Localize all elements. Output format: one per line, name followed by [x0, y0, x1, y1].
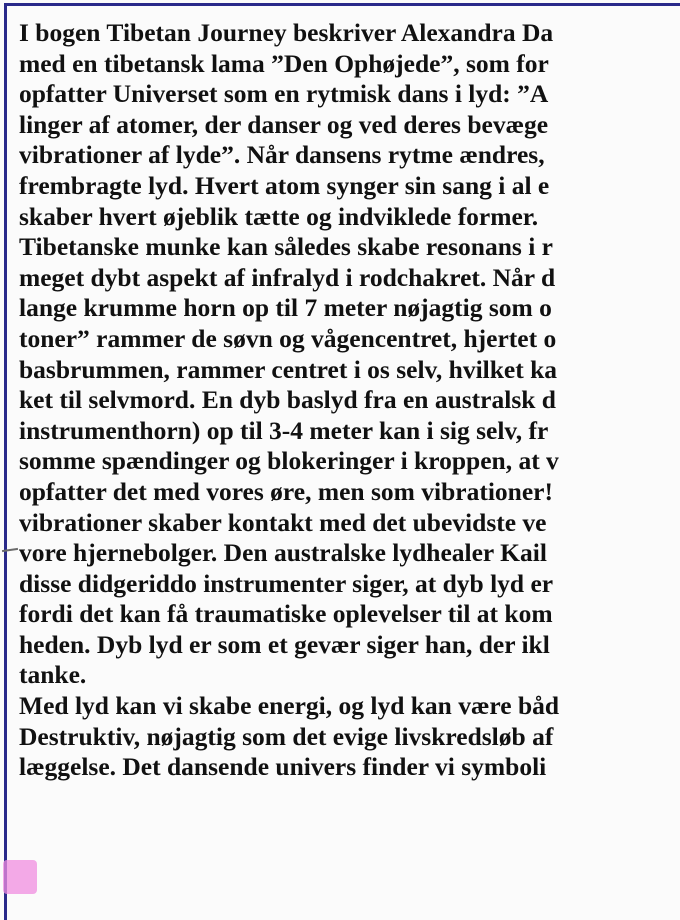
- text-line: fordi det kan få traumatiske oplevelser til at kom: [19, 599, 553, 629]
- text-line: læggelse. Det dansende univers finder vi symboli: [19, 752, 547, 782]
- text-line: ket til selvmord. En dyb baslyd fra en australsk d: [19, 385, 556, 415]
- text-line: disse didgeriddo instrumenter siger, at dyb lyd er: [19, 568, 554, 598]
- text-line: vibrationer af lyde”. Når dansens rytme ændres,: [19, 140, 545, 170]
- text-line: Tibetanske munke kan således skabe resonans i r: [19, 232, 553, 262]
- text-line: meget dybt aspekt af infralyd i rodchakret. Når d: [19, 262, 556, 292]
- page-border-left: [4, 3, 7, 920]
- text-line: Destruktiv, nøjagtig som det evige livskredsløb af: [19, 721, 554, 751]
- text-line: Med lyd kan vi skabe energi, og lyd kan være båd: [19, 691, 560, 721]
- text-line: skaber hvert øjeblik tætte og indviklede former.: [19, 201, 539, 231]
- page-border-top: [4, 3, 680, 6]
- text-line: I bogen Tibetan Journey beskriver Alexandra Da: [19, 18, 554, 47]
- text-line: heden. Dyb lyd er som et gevær siger han, der ikl: [19, 629, 550, 659]
- pink-highlighter-mark: [3, 860, 37, 894]
- text-line: vore hjernebolger. Den australske lydhealer Kail: [19, 538, 547, 568]
- text-line: opfatter Universet som en rytmisk dans i lyd: ”A: [19, 79, 549, 109]
- body-text: [19, 18, 680, 783]
- text-line: basbrummen, rammer centret i os selv, hvilket ka: [19, 354, 558, 384]
- text-line: instrumenthorn) op til 3-4 meter kan i sig selv, fr: [19, 415, 549, 445]
- text-line: somme spændinger og blokeringer i kroppen, at v: [19, 446, 559, 476]
- text-line: vibrationer skaber kontakt med det ubevidste ve: [19, 507, 547, 537]
- text-line: toner” rammer de søvn og vågencentret, hjertet o: [19, 323, 557, 353]
- text-line: tanke.: [19, 660, 87, 690]
- text-line: frembragte lyd. Hvert atom synger sin sang i al e: [19, 170, 550, 200]
- text-line: lange krumme horn op til 7 meter nøjagtig som o: [19, 293, 552, 323]
- text-line: med en tibetansk lama ”Den Ophøjede”, som for: [19, 48, 549, 78]
- text-line: linger af atomer, der danser og ved deres bevæge: [19, 109, 549, 139]
- text-line: opfatter det med vores øre, men som vibrationer!: [19, 476, 553, 506]
